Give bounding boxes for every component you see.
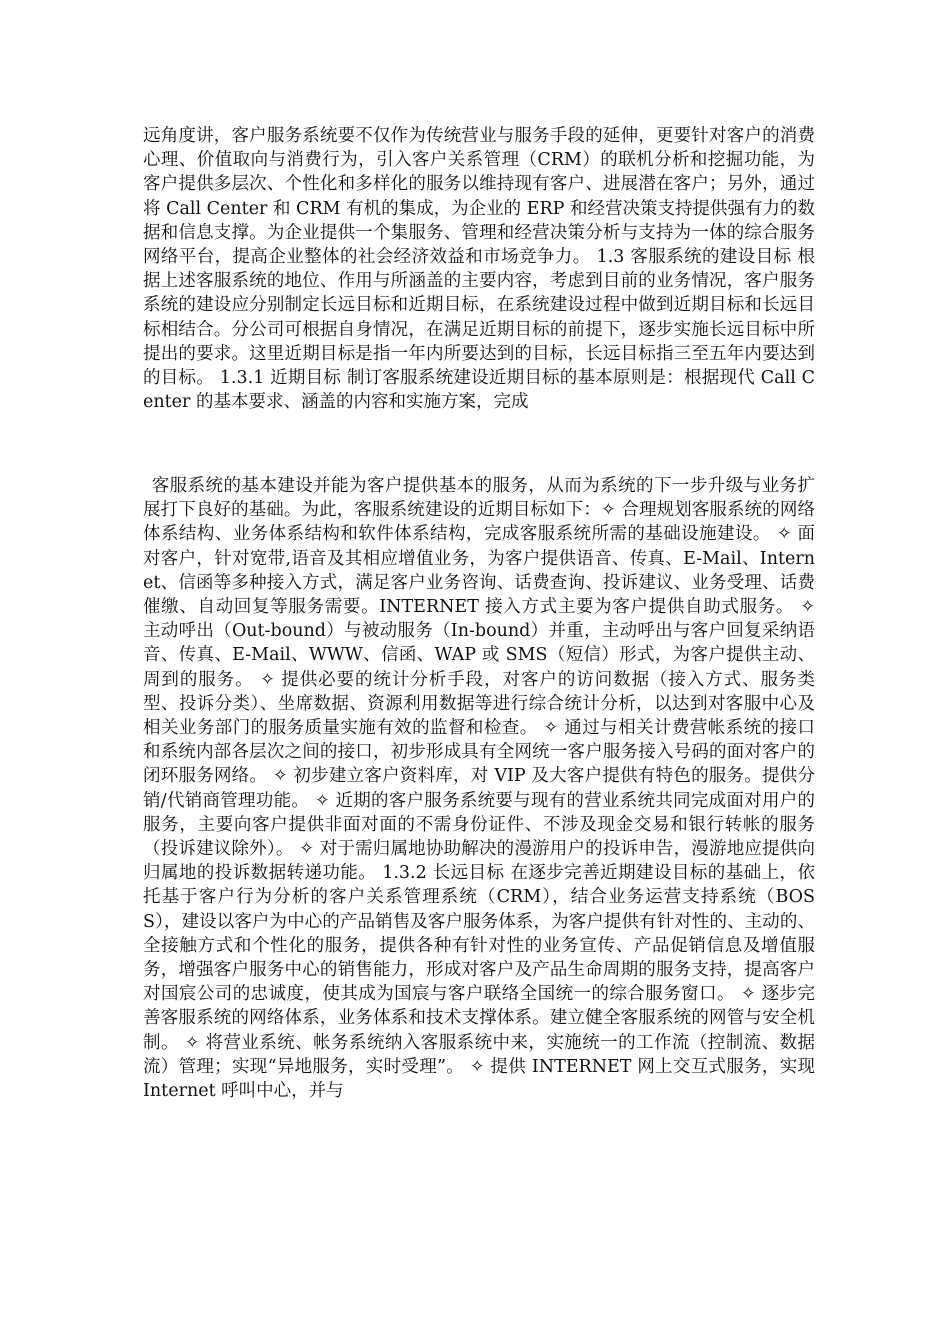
body-paragraph-2: 客服系统的基本建设并能为客户提供基本的服务，从而为系统的下一步升级与业务扩展打下良好的基础。为此，客服系统建设的近期目标如下：✧ 合理规划客服系统的网络体系结构、业务体系结构和软件体系结构，完成客服系统所需的基础设施建设。 ✧ 面对客户，针对宽带,语音及其相应增值业务，为客户提供语音、传真、E-Mail、Internet、信函等多种接入方式，满足客户业务咨询、话费查询、投诉建议、业务受理、话费催缴、自动回复等服务需要。INTERNET 接入方式主要为客户提供自助式服务。 ✧ 主动呼出（Out-bound）与被动服务（In-bound）并重，主动呼出与客户回复采纳语音、传真、E-Mail、WWW、信函、WAP 或 SMS（短信）形式，为客户提供主动、周到的服务。 ✧ 提供必要的统计分析手段，对客户的访问数据（接入方式、服务类型、投诉分类）、坐席数据、资源利用数据等进行综合统计分析，以达到对客服中心及相关业务部门的服务质量实施有效的监督和检查。 ✧ 通过与相关计费营帐系统的接口和系统内部各层次之间的接口，初步形成具有全网统一客户服务接入号码的面对客户的闭环服务网络。 ✧ 初步建立客户资料库，对 VIP 及大客户提供有特色的服务。提供分销/代销商管理功能。 ✧ 近期的客户服务系统要与现有的营业系统共同完成面对用户的服务，主要向客户提供非面对面的不需身份证件、不涉及现金交易和银行转帐的服务（投诉建议除外）。 ✧ 对于需归属地协助解决的漫游用户的投诉申告，漫游地应提供向归属地的投诉数据转递功能。 1.3.2 长远目标 在逐步完善近期建设目标的基础上，依托基于客户行为分析的客户关系管理系统（CRM），结合业务运营支持系统（BOSS），建设以客户为中心的产品销售及客户服务体系，为客户提供有针对性的、主动的、全接触方式和个性化的服务，提供各种有针对性的业务宣传、产品促销信息及增值服务，增强客户服务中心的销售能力，形成对客户及产品生命周期的服务支持，提高客户对国宸公司的忠诚度，使其成为国宸与客户联络全国统一的综合服务窗口。 ✧ 逐步完善客服系统的网络体系，业务体系和技术支撑体系。建立健全客服系统的网管与安全机制。 ✧ 将营业系统、帐务系统纳入客服系统中来，实施统一的工作流（控制流、数据流）管理；实现“异地服务，实时受理”。 ✧ 提供 INTERNET 网上交互式服务，实现 Internet 呼叫中心，并与: [143, 476, 815, 1102]
body-paragraph-1: 远角度讲，客户服务系统要不仅作为传统营业与服务手段的延伸，更要针对客户的消费心理、价值取向与消费行为，引入客户关系管理（CRM）的联机分析和挖掘功能，为客户提供多层次、个性化和多样化的服务以维持现有客户、进展潜在客户；另外，通过将 Call Center 和 CRM 有机的集成，为企业的 ERP 和经营决策支持提供强有力的数据和信息支撑。为企业提供一个集服务、管理和经营决策分析与支持为一体的综合服务网络平台，提高企业整体的社会经济效益和市场竞争力。 1.3 客服系统的建设目标 根据上述客服系统的地位、作用与所涵盖的主要内容，考虑到目前的业务情况，客户服务系统的建设应分别制定长远目标和近期目标，在系统建设过程中做到近期目标和长远目标相结合。分公司可根据自身情况，在满足近期目标的前提下，逐步实施长远目标中所提出的要求。这里近期目标是指一年内所要达到的目标，长远目标指三至五年内要达到的目标。 1.3.1 近期目标 制订客服系统建设近期目标的基本原则是：根据现代 Call Center 的基本要求、涵盖的内容和实施方案，完成: [143, 126, 815, 413]
